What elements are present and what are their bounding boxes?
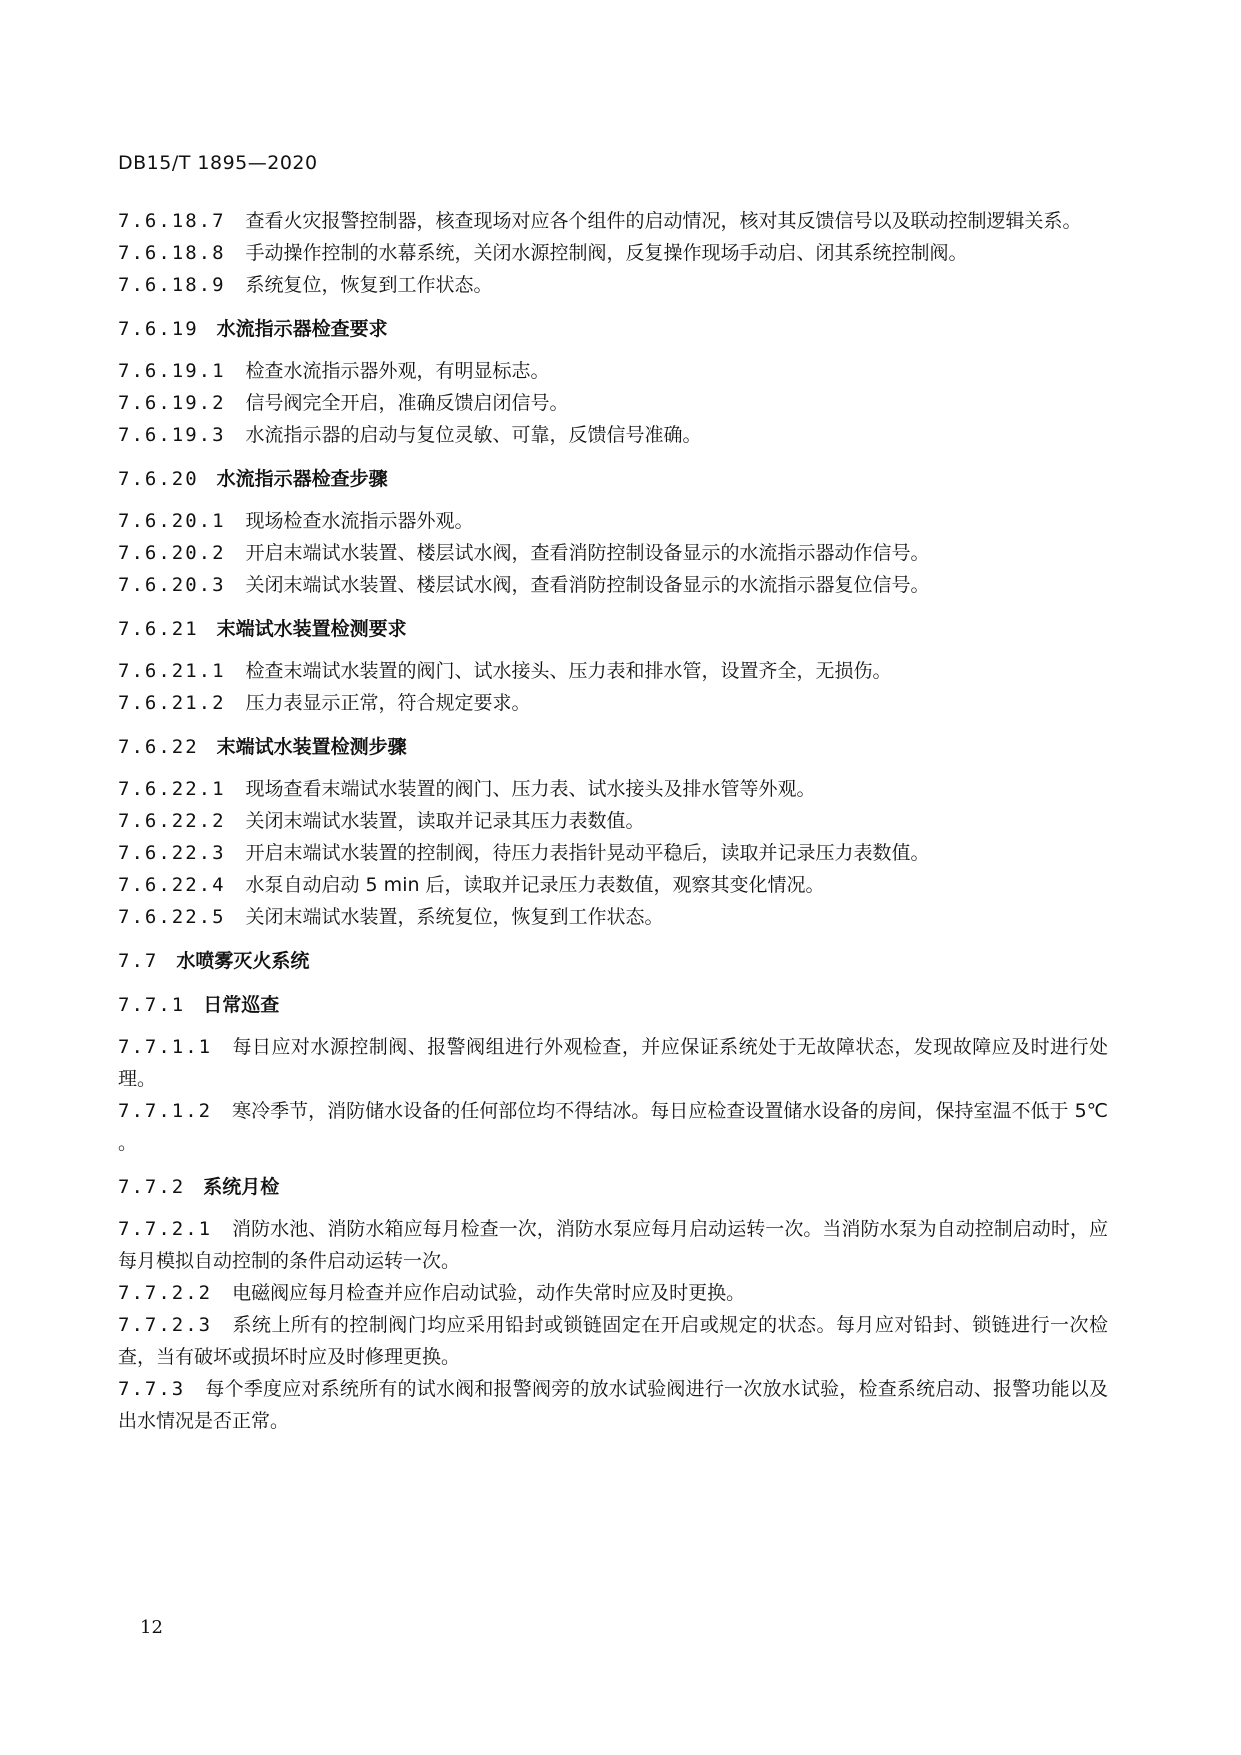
- section-number: 7.7.1: [118, 994, 186, 1016]
- section-number: 7.7.2: [118, 1176, 186, 1198]
- clause-text: 每个季度应对系统所有的试水阀和报警阀旁的放水试验阀进行一次放水试验，检查系统启动、报警功能以及出水情况是否正常。: [118, 1378, 1108, 1432]
- clause-text: 水泵自动启动 5 min 后，读取并记录压力表数值，观察其变化情况。: [245, 874, 825, 896]
- section-title: 水喷雾灭火系统: [176, 950, 310, 972]
- clause-text: 现场查看末端试水装置的阀门、压力表、试水接头及排水管等外观。: [245, 778, 816, 800]
- clause-number: 7.7.2.2: [118, 1282, 213, 1304]
- clause-text: 检查水流指示器外观，有明显标志。: [245, 360, 550, 382]
- clause-paragraph: [118, 537, 1108, 569]
- clause-number: 7.7.2.3: [118, 1314, 213, 1336]
- section-number: 7.7: [118, 950, 159, 972]
- clause-paragraph: [118, 237, 1108, 269]
- section-heading: [118, 731, 1108, 763]
- clause-number: 7.6.20.1: [118, 510, 226, 532]
- section-title: 水流指示器检查要求: [216, 318, 388, 340]
- clause-text: 信号阀完全开启，准确反馈启闭信号。: [245, 392, 569, 414]
- section-number: 7.6.21: [118, 618, 199, 640]
- clause-text: 寒冷季节，消防储水设备的任何部位均不得结冰。每日应检查设置储水设备的房间，保持室温不低于 5℃ 。: [118, 1100, 1108, 1154]
- clause-text: 消防水池、消防水箱应每月检查一次，消防水泵应每月启动运转一次。当消防水泵为自动控制启动时，应每月模拟自动控制的条件启动运转一次。: [118, 1218, 1108, 1272]
- clause-number: 7.6.21.2: [118, 692, 226, 714]
- clause-text: 压力表显示正常，符合规定要求。: [245, 692, 531, 714]
- page-number: 12: [140, 1617, 163, 1638]
- clause-number: 7.6.19.2: [118, 392, 226, 414]
- clause-text: 水流指示器的启动与复位灵敏、可靠，反馈信号准确。: [245, 424, 702, 446]
- clause-number: 7.6.19.3: [118, 424, 226, 446]
- section-title: 水流指示器检查步骤: [216, 468, 388, 490]
- clause-paragraph: [118, 1213, 1108, 1277]
- clause-paragraph: [118, 1095, 1108, 1159]
- clause-paragraph: [118, 569, 1108, 601]
- clause-number: 7.6.18.7: [118, 210, 226, 232]
- clause-text: 系统复位，恢复到工作状态。: [245, 274, 493, 296]
- section-heading: [118, 613, 1108, 645]
- section-heading: [118, 945, 1108, 977]
- clause-text: 关闭末端试水装置、楼层试水阀，查看消防控制设备显示的水流指示器复位信号。: [245, 574, 930, 596]
- clause-text: 关闭末端试水装置，系统复位，恢复到工作状态。: [245, 906, 664, 928]
- clause-number: 7.6.22.5: [118, 906, 226, 928]
- clause-number: 7.7.1.1: [118, 1036, 213, 1058]
- clause-text: 系统上所有的控制阀门均应采用铅封或锁链固定在开启或规定的状态。每月应对铅封、锁链进行一次检查，当有破坏或损坏时应及时修理更换。: [118, 1314, 1108, 1368]
- clause-text: 手动操作控制的水幕系统，关闭水源控制阀，反复操作现场手动启、闭其系统控制阀。: [245, 242, 968, 264]
- clause-text: 检查末端试水装置的阀门、试水接头、压力表和排水管，设置齐全，无损伤。: [245, 660, 892, 682]
- clause-text: 查看火灾报警控制器，核查现场对应各个组件的启动情况，核对其反馈信号以及联动控制逻辑关系。: [245, 210, 1082, 232]
- clause-paragraph: [118, 1309, 1108, 1373]
- section-number: 7.6.20: [118, 468, 199, 490]
- section-title: 末端试水装置检测要求: [216, 618, 407, 640]
- clause-paragraph: [118, 805, 1108, 837]
- clause-paragraph: [118, 773, 1108, 805]
- section-title: 日常巡查: [203, 994, 280, 1016]
- clause-number: 7.6.20.2: [118, 542, 226, 564]
- clause-number: 7.7.3: [118, 1378, 186, 1400]
- clause-text: 开启末端试水装置、楼层试水阀，查看消防控制设备显示的水流指示器动作信号。: [245, 542, 930, 564]
- clause-paragraph: [118, 837, 1108, 869]
- clause-number: 7.6.18.8: [118, 242, 226, 264]
- clause-text: 电磁阀应每月检查并应作启动试验，动作失常时应及时更换。: [232, 1282, 746, 1304]
- clause-number: 7.6.22.3: [118, 842, 226, 864]
- clause-paragraph: [118, 1373, 1108, 1437]
- clause-number: 7.6.20.3: [118, 574, 226, 596]
- clause-paragraph: [118, 655, 1108, 687]
- clause-number: 7.6.18.9: [118, 274, 226, 296]
- clause-paragraph: [118, 419, 1108, 451]
- clause-paragraph: [118, 1277, 1108, 1309]
- clause-paragraph: [118, 269, 1108, 301]
- section-heading: [118, 313, 1108, 345]
- clause-paragraph: [118, 687, 1108, 719]
- clause-paragraph: [118, 901, 1108, 933]
- clause-text: 每日应对水源控制阀、报警阀组进行外观检查，并应保证系统处于无故障状态，发现故障应及时进行处理。: [118, 1036, 1108, 1090]
- section-number: 7.6.22: [118, 736, 199, 758]
- standard-code-header: DB15/T 1895—2020: [118, 152, 318, 174]
- section-title: 末端试水装置检测步骤: [216, 736, 407, 758]
- clause-number: 7.6.21.1: [118, 660, 226, 682]
- clause-text: 关闭末端试水装置，读取并记录其压力表数值。: [245, 810, 645, 832]
- clause-number: 7.6.19.1: [118, 360, 226, 382]
- clause-text: 开启末端试水装置的控制阀，待压力表指针晃动平稳后，读取并记录压力表数值。: [245, 842, 930, 864]
- section-heading: [118, 1171, 1108, 1203]
- clause-number: 7.7.1.2: [118, 1100, 213, 1122]
- document-body: [118, 205, 1108, 1437]
- section-title: 系统月检: [203, 1176, 280, 1198]
- clause-text: 现场检查水流指示器外观。: [245, 510, 474, 532]
- clause-number: 7.6.22.1: [118, 778, 226, 800]
- section-number: 7.6.19: [118, 318, 199, 340]
- clause-paragraph: [118, 205, 1108, 237]
- clause-paragraph: [118, 387, 1108, 419]
- clause-paragraph: [118, 505, 1108, 537]
- section-heading: [118, 463, 1108, 495]
- clause-paragraph: [118, 869, 1108, 901]
- clause-number: 7.7.2.1: [118, 1218, 213, 1240]
- clause-number: 7.6.22.4: [118, 874, 226, 896]
- clause-paragraph: [118, 355, 1108, 387]
- clause-number: 7.6.22.2: [118, 810, 226, 832]
- clause-paragraph: [118, 1031, 1108, 1095]
- section-heading: [118, 989, 1108, 1021]
